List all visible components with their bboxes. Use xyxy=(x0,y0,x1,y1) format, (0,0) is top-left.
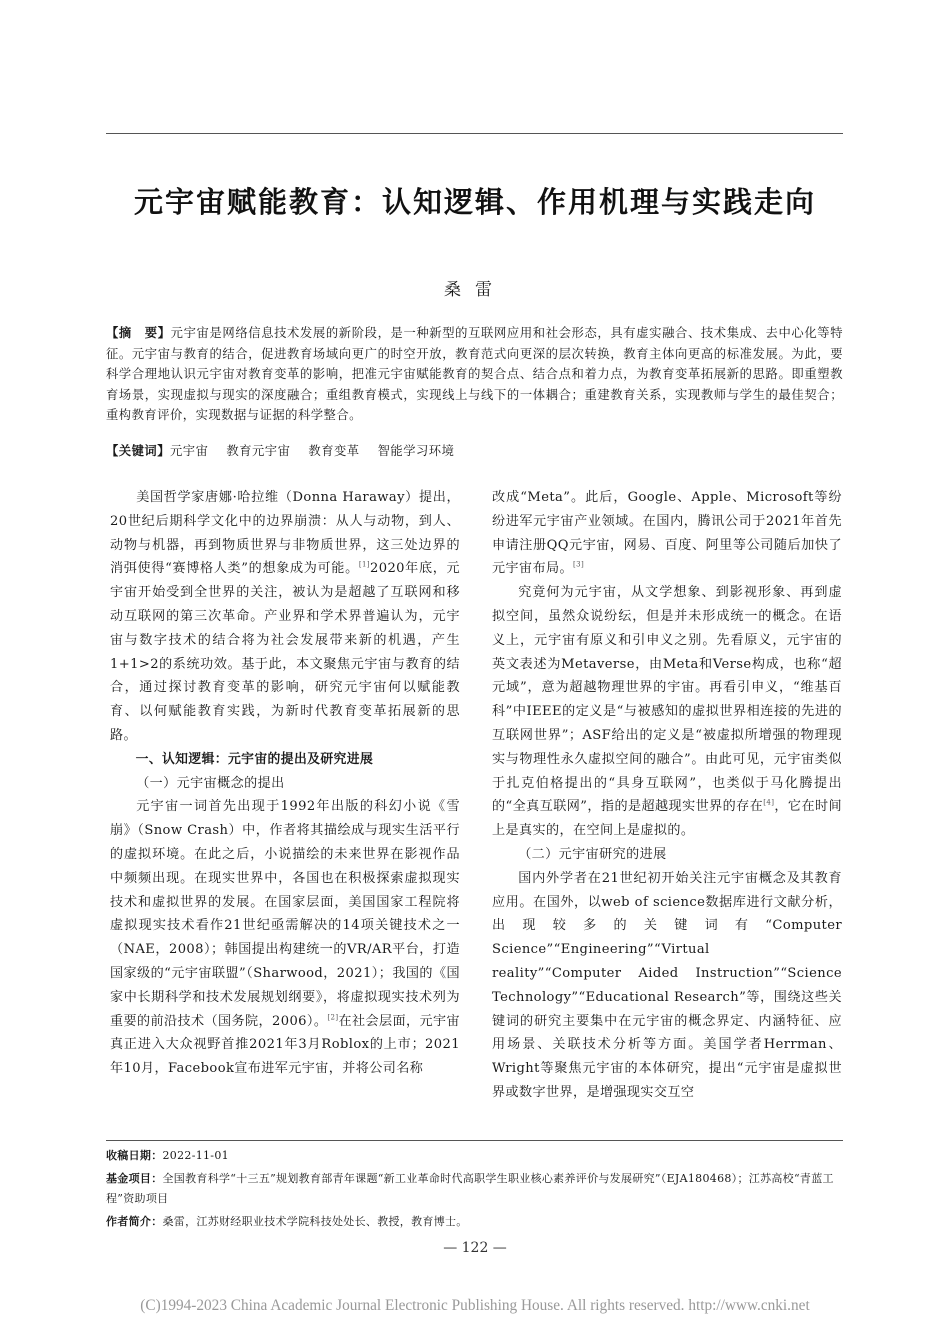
bio-value: 桑雷，江苏财经职业技术学院科技处处长、教授，教育博士。 xyxy=(162,1214,468,1228)
keyword: 教育变革 xyxy=(308,444,360,458)
paragraph-text: 美国哲学家唐娜·哈拉维（Donna Haraway）提出，20世纪后期科学文化中的边界崩溃：从人与动物，到人、动物与机器，再到物质世界与非物质世界，这三处边界的消弭使得“赛博格人类”的想象成为可能。 xyxy=(110,490,460,577)
footnotes xyxy=(106,1146,843,1232)
keyword: 教育元宇宙 xyxy=(226,444,291,458)
right-column xyxy=(492,486,842,1105)
body-paragraph xyxy=(492,581,842,843)
citation-ref: [3] xyxy=(572,561,585,570)
paragraph-text: 元宇宙一词首先出现于1992年出版的科幻小说《雪崩》（Snow Crash）中，作者将其描绘成与现实生活平行的虚拟环境。在此之后，小说描绘的未来世界在影视作品中频频出现。在现实世界中，各国也在积极探索虚拟现实技术和虚拟世界的发展。在国家层面，美国国家工程院将虚拟现实技术看作21世纪亟需解决的14项关键技术之一（NAE，2008）；韩国提出构建统一的VR/AR平台，打造国家级的“元宇宙联盟”（Sharwood，2021）；我国的《国家中长期科学和技术发展规划纲要》，将虚拟现实技术列为重要的前沿技术（国务院，2006）。 xyxy=(110,799,460,1029)
received-date xyxy=(106,1146,843,1167)
abstract-text: 元宇宙是网络信息技术发展的新阶段，是一种新型的互联网应用和社会形态，具有虚实融合、技术集成、去中心化等特征。元宇宙与教育的结合，促进教育场域向更广的时空开放，教育范式向更深的层次转换，教育主体向更高的标准发展。为此，要科学合理地认识元宇宙对教育变革的影响，把准元宇宙赋能教育的契合点、结合点和着力点，为教育变革拓展新的思路。即重塑教育场景，实现虚拟与现实的深度融合；重组教育模式，实现线上与线下的一体耦合；重建教育关系，实现教师与学生的最佳契合；重构教育评价，实现数据与证据的科学整合。 xyxy=(106,326,843,423)
fund-value: 全国教育科学“十三五”规划教育部青年课题“新工业革命时代高职学生职业核心素养评价与发展研究”（EJA180468）；江苏高校“青蓝工程”资助项目 xyxy=(106,1171,834,1205)
body-paragraph xyxy=(110,486,460,748)
section-heading: 一、认知逻辑：元宇宙的提出及研究进展 xyxy=(135,751,374,767)
subsection-heading: （一）元宇宙概念的提出 xyxy=(136,775,285,791)
keywords-label: 【关键词】 xyxy=(106,444,170,458)
keyword: 元宇宙 xyxy=(170,444,209,458)
paragraph-text: 2020年底，元宇宙开始受到全世界的关注，被认为是超越了互联网和移动互联网的第三次革命。产业界和学术界普遍认为，元宇宙与数字技术的结合将为社会发展带来新的机遇，产生1+1>2的系统功效。基于此，本文聚焦元宇宙与教育的结合，通过探讨教育变革的影响，研究元宇宙何以赋能教育、以何赋能教育实践，为新时代教育变革拓展新的思路。 xyxy=(110,561,460,743)
page-number: — 122 — xyxy=(443,1240,507,1256)
paper-title: 元宇宙赋能教育：认知逻辑、作用机理与实践走向 xyxy=(133,185,816,219)
copyright-watermark: (C)1994-2023 China Academic Journal Electronic Publishing House. All rights reserved. http://www.cnki.net xyxy=(140,1297,810,1314)
abstract xyxy=(106,323,843,426)
footnote-rule xyxy=(106,1140,843,1141)
paragraph-text: ，它在时间上是真实的，在空间上是虚拟的。 xyxy=(492,799,843,839)
keyword: 智能学习环境 xyxy=(377,444,455,458)
abstract-label: 【摘 要】 xyxy=(106,326,171,340)
fund-info xyxy=(106,1169,843,1210)
paragraph-text: 在社会层面，元宇宙真正进入大众视野首推2021年3月Roblox的上市；2021年10月，Facebook宣布进军元宇宙，并将公司名称 xyxy=(110,1013,460,1077)
citation-ref: [4] xyxy=(763,799,775,807)
author-bio xyxy=(106,1212,843,1233)
body-paragraph xyxy=(492,486,842,581)
top-rule xyxy=(106,133,843,134)
received-label: 收稿日期： xyxy=(106,1149,163,1162)
received-value: 2022-11-01 xyxy=(162,1149,229,1162)
keywords xyxy=(106,441,843,462)
paragraph-text: 究竟何为元宇宙，从文学想象、到影视形象、再到虚拟空间，虽然众说纷纭，但是并未形成统一的概念。在语义上，元宇宙有原义和引申义之别。先看原义，元宇宙的英文表述为Metaverse，由Meta和Verse构成，也称“超元域”，意为超越物理世界的宇宙。再看引申义，“维基百科”中IEEE的定义是“与被感知的虚拟世界相连接的先进的互联网世界”；ASF给出的定义是“被虚拟所增强的物理现实与物理性永久虚拟空间的融合”。由此可见，元宇宙类似于扎克伯格提出的“具身互联网”，也类似于马化腾提出的“全真互联网”，指的是超越现实世界的存在 xyxy=(492,585,842,815)
subsection-heading: （二）元宇宙研究的进展 xyxy=(518,846,667,862)
body-paragraph: 国内外学者在21世纪初开始关注元宇宙概念及其教育应用。在国外，以web of science数据库进行文献分析，出现较多的关键词有“Computer Science”“Engineering”“Virtual reality”“Computer Aided Instruction”“Science Technology”“Educational Research”等，围绕这些关键词的研究主要集中在元宇宙的概念界定、内涵特征、应用场景、关联技术分析等方面。美国学者Herrman、Wright等聚焦元宇宙的本体研究，提出“元宇宙是虚拟世界或数字世界，是增强现实交互空 xyxy=(492,870,842,1100)
citation-ref: [1] xyxy=(358,561,370,570)
author-name: 桑雷 xyxy=(444,280,506,300)
citation-ref: [2] xyxy=(327,1013,339,1022)
fund-label: 基金项目： xyxy=(106,1171,163,1185)
bio-label: 作者简介： xyxy=(106,1214,163,1228)
paragraph-text: 改成“Meta”。此后，Google、Apple、Microsoft等纷纷进军元宇宙产业领域。在国内，腾讯公司于2021年首先申请注册QQ元宇宙，网易、百度、阿里等公司随后加快了元宇宙布局。 xyxy=(492,490,842,577)
body-paragraph xyxy=(110,795,460,1081)
left-column xyxy=(110,486,460,1081)
